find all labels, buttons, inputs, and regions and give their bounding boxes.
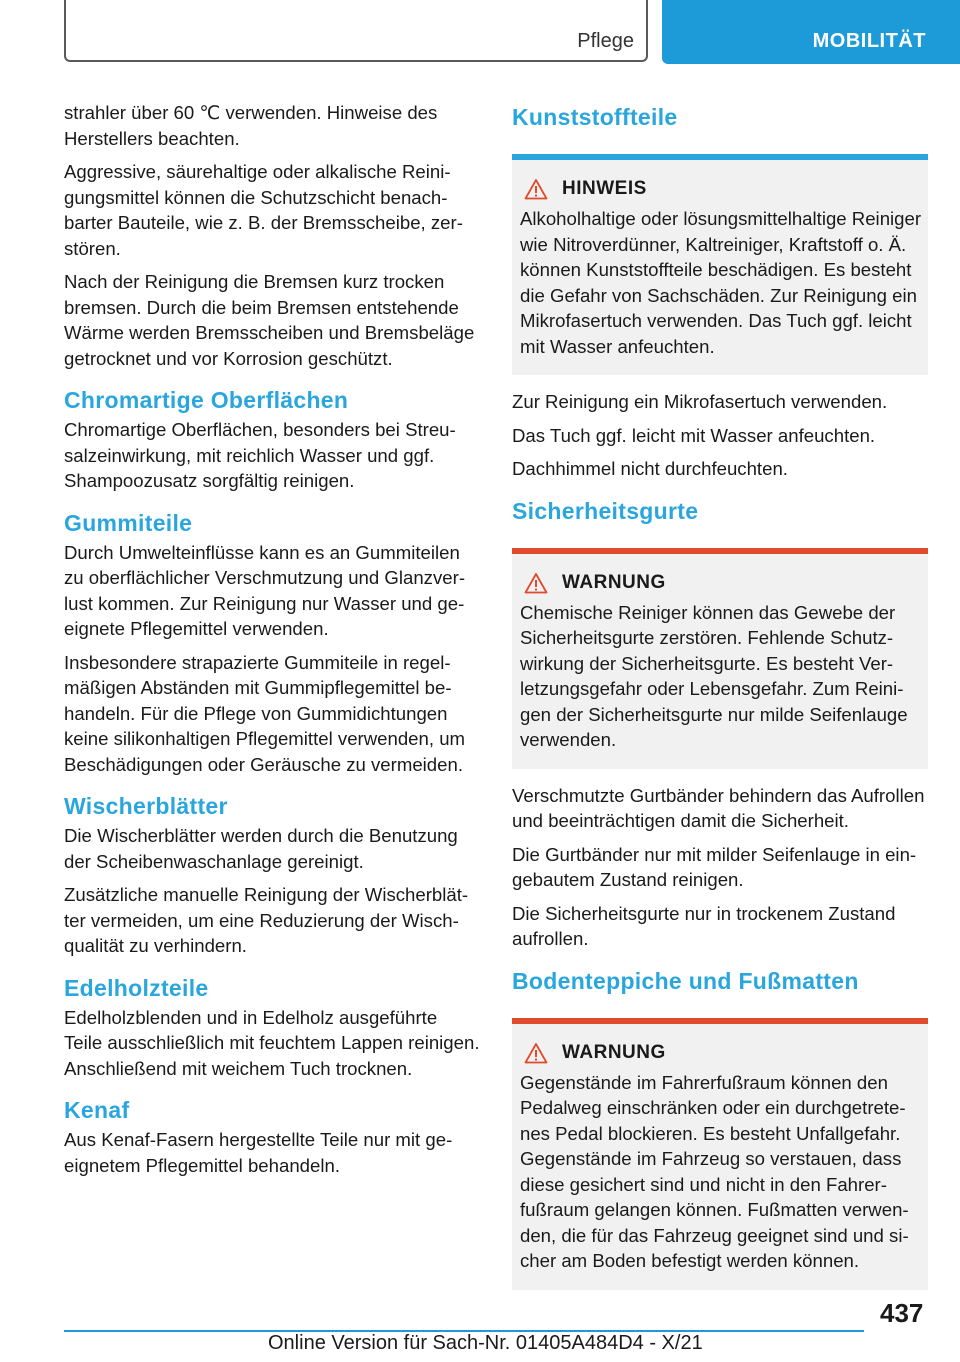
paragraph: Das Tuch ggf. leicht mit Wasser anfeuchten. — [512, 424, 876, 446]
heading-kenaf: Kenaf — [64, 1097, 130, 1123]
section-label: Pflege — [577, 30, 634, 52]
right-column — [512, 100, 928, 1304]
heading-wischerblaetter: Wischerblätter — [64, 793, 228, 819]
heading-chromartige-oberflaechen: Chromartige Oberflächen — [64, 387, 349, 413]
heading-bodenteppiche: Bodenteppiche und Fußmatten — [512, 967, 859, 994]
paragraph: Die Gurtbänder nur mit milder Seifenlauge in eingebautem Zustand reinigen. — [512, 843, 917, 890]
heading-kunststoffteile: Kunststoffteile — [512, 104, 678, 130]
notice-text: Alkoholhaltige oder lösungsmittelhaltige Reiniger wie Nitroverdünner, Kaltreiniger, Kraftstoff o. Ä. können Kunststoffteile beschädigen. Es besteht die Gefahr von Sachschäden. Zur Reinigung ein Mikrofasertuch verwenden. Das Tuch ggf. leicht mit Wasser anfeuchten. — [520, 208, 922, 357]
notice-title: HINWEIS — [562, 178, 647, 199]
paragraph: Edelholzblenden und in Edelholz ausgeführte Teile ausschließlich mit feuchtem Lappen reinigen. Anschließend mit weichem Tuch trocknen. — [64, 1006, 480, 1079]
paragraph: Aggressive, säurehaltige oder alkalische Reinigungsmittel können die Schutzschicht benachbarter Bauteile, wie z. B. der Bremsscheibe, zerstören. — [64, 161, 463, 259]
warning-header — [520, 1042, 922, 1064]
warning-triangle-icon — [524, 572, 548, 594]
paragraph: Die Sicherheitsgurte nur in trockenem Zustand aufrollen. — [512, 902, 896, 949]
paragraph: Die Wischerblätter werden durch die Benutzung der Scheibenwaschanlage gereinigt. — [64, 825, 458, 872]
warning-title: WARNUNG — [562, 1041, 666, 1063]
footer-online-version: Online Version für Sach-Nr. 01405A484D4 - X/21 — [268, 1332, 703, 1354]
paragraph: Chromartige Oberflächen, besonders bei Streusalzeinwirkung, mit reichlich Wasser und ggf. Shampoozusatz sorgfältig reinigen. — [64, 419, 456, 491]
chapter-tab — [662, 0, 960, 64]
warning-title: WARNUNG — [562, 571, 666, 593]
paragraph: Nach der Reinigung die Bremsen kurz trocken bremsen. Durch die beim Bremsen entstehende Wärme werden Bremsscheiben und Bremsbeläge getrocknet und vor Korrosion geschützt. — [64, 271, 475, 369]
heading-sicherheitsgurte: Sicherheitsgurte — [512, 497, 699, 524]
heading-gummiteile: Gummiteile — [64, 509, 193, 536]
left-column — [64, 100, 480, 1186]
paragraph: Insbesondere strapazierte Gummiteile in regelmäßigen Abständen mit Gummipflegemittel behandeln. Für die Pflege von Gummidichtungen keine silikonhaltigen Pflegemittel verwenden, um Beschädigungen oder Geräusche zu vermeiden. — [64, 651, 466, 775]
warning-box — [512, 1018, 928, 1290]
paragraph: Verschmutzte Gurtbänder behindern das Aufrollen und beeinträchtigen damit die Sicherheit. — [512, 784, 925, 831]
paragraph: Dachhimmel nicht durchfeuchten. — [512, 458, 788, 479]
warning-text: Chemische Reiniger können das Gewebe der Sicherheitsgurte zerstören. Fehlende Schutzwirkung der Sicherheitsgurte. Es besteht Verletzungsgefahr oder Lebensgefahr. Zum Reinigen der Sicherheitsgurte nur milde Seifenlauge verwenden. — [520, 601, 908, 750]
notice-box — [512, 154, 928, 375]
warning-text: Gegenstände im Fahrerfußraum können den Pedalweg einschränken oder ein durchgetretenes Pedal blockieren. Es besteht Unfallgefahr. Gegenstände im Fahrzeug so verstauen, dass diese gesichert sind und nicht in den Fahrerfußraum gelangen können. Fußmatten verwenden, die für das Fahrzeug geeignet sind und sicher am Boden befestigt werden können. — [520, 1071, 909, 1271]
paragraph: Durch Umwelteinflüsse kann es an Gummiteilen zu oberflächlicher Verschmutzung und Glanzverlust kommen. Zur Reinigung nur Wasser und geeignete Pflegemittel verwenden. — [64, 541, 466, 639]
section-tab — [64, 0, 648, 62]
notice-header — [520, 178, 922, 200]
page-header — [0, 0, 960, 66]
page-number: 437 — [880, 1298, 924, 1328]
warning-triangle-icon — [524, 178, 548, 200]
chapter-label: MOBILITÄT — [812, 30, 926, 52]
warning-header — [520, 572, 922, 594]
warning-triangle-icon — [524, 1042, 548, 1064]
paragraph: Zur Reinigung ein Mikrofasertuch verwenden. — [512, 391, 888, 412]
warning-box — [512, 548, 928, 769]
paragraph: Aus Kenaf-Fasern hergestellte Teile nur mit geeignetem Pflegemittel behandeln. — [64, 1129, 453, 1176]
paragraph: Zusätzliche manuelle Reinigung der Wischerblätter vermeiden, um eine Reduzierung der Wischqualität zu verhindern. — [64, 884, 469, 956]
paragraph: strahler über 60 ℃ verwenden. Hinweise des Herstellers beachten. — [64, 102, 438, 149]
heading-edelholzteile: Edelholzteile — [64, 974, 209, 1001]
